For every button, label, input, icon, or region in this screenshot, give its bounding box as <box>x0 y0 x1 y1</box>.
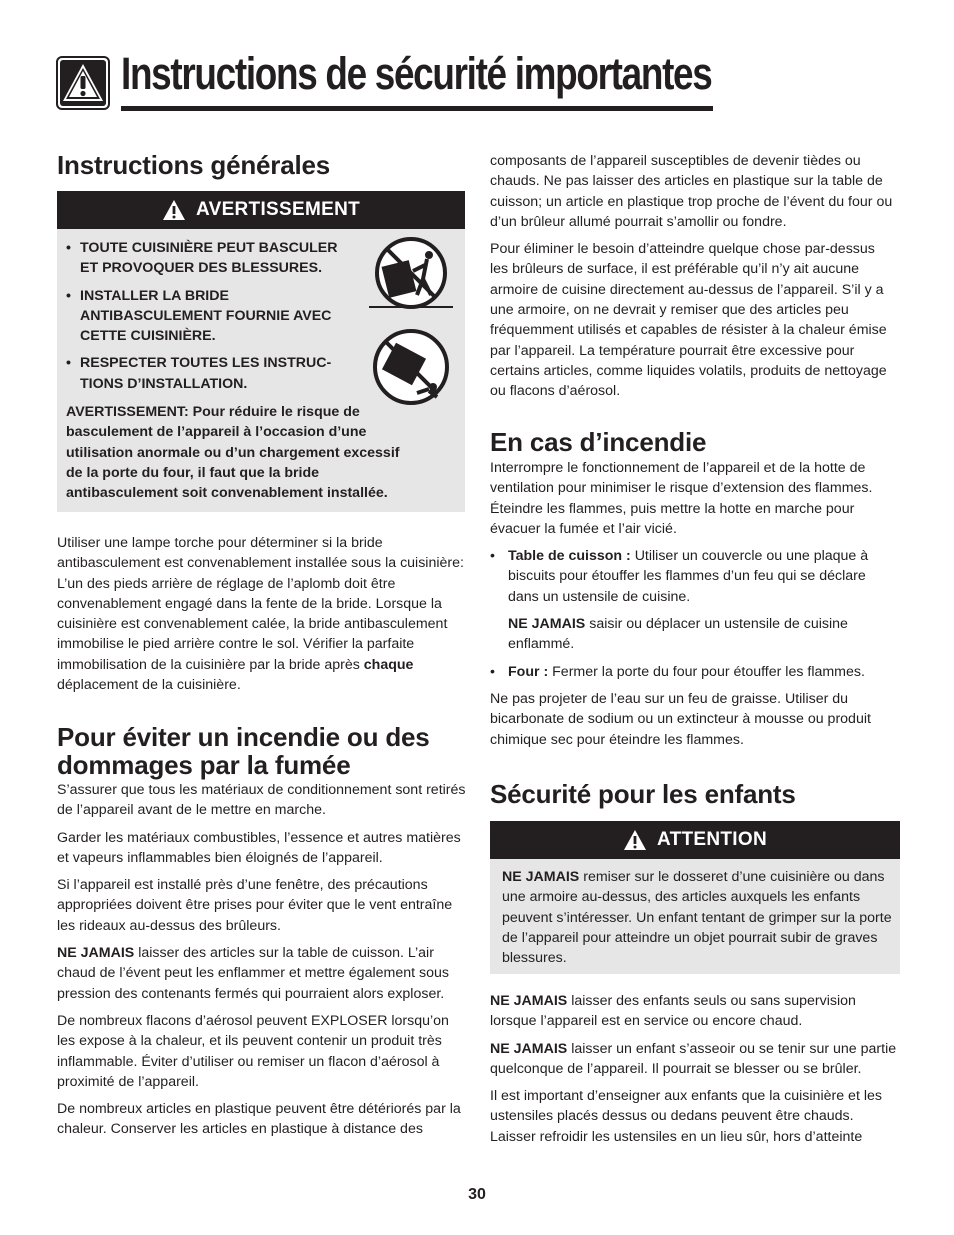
list-note-text: saisir ou déplacer un ustensile de cuisine enflammé. <box>508 616 848 653</box>
paragraph: De nombreux articles en plastique peuvent être détériorés par la chaleur. Conserver les articles en plastique à distance des <box>57 1101 461 1138</box>
bold-lead: Table de cuisson : <box>508 548 631 565</box>
heading-line: Pour éviter un incendie ou des <box>57 722 430 752</box>
range-falling-no-icon <box>367 327 455 409</box>
warning-bar <box>57 191 465 229</box>
paragraph-text: laisser des enfants seuls ou sans supervision lorsque l’appareil est en service ou encore chaud. <box>490 993 856 1030</box>
warning-triangle-icon <box>56 56 110 110</box>
paragraph-text: laisser des articles sur la table de cuisson. L’air chaud de l’évent peut les enflammer et mettre également sous pression des contenants fermés qui pourraient alors exploser. <box>57 945 449 1002</box>
bold-lead: NE JAMAIS <box>490 1040 568 1057</box>
list-item <box>490 662 896 682</box>
attention-bar <box>490 821 900 859</box>
list-item-text: Utiliser un couvercle ou une plaque à biscuits pour étouffer les flammes d’un feu qui se déclare dans un ustensile de cuisine. <box>508 548 869 605</box>
paragraph <box>490 991 900 1032</box>
paragraph: De nombreux flacons d’aérosol peuvent EXPLOSER lorsqu’on les expose à la chaleur, et ils peuvent contenir un produit très inflammable. Éviter d’utiliser ou remiser un flacon d’aérosol à proximité de l’appareil. <box>57 1012 449 1090</box>
list-item <box>490 546 896 607</box>
page-title: Instructions de sécurité importantes <box>121 48 712 99</box>
bold-lead: NE JAMAIS <box>502 869 580 885</box>
bracket-bold: chaque <box>363 656 414 673</box>
bracket-text: Utiliser une lampe torche pour déterminer si la bride antibasculement est convenablement installée sous la cuisinière: L’un des pieds arrière de réglage de l’aplomb doit être convenablement engagé dans la fente de la bride. Lorsque la cuisinière est convenablement calée, la bride antibasculement immobilise le pied arrière contre le sol. Vérifier la parfaite immobilisation de la cuisinière par la bride après <box>57 535 464 673</box>
paragraph <box>490 1039 900 1080</box>
paragraph: Garder les matériaux combustibles, l’essence et autres matières et vapeurs inflammables bien éloignés de l’appareil. <box>57 829 461 866</box>
child-safety-body <box>490 991 900 1147</box>
paragraph: Interrompre le fonctionnement de l’appareil et de la hotte de ventilation pour minimiser le risque d’extension des flammes. Éteindre les flammes, puis mettre la hotte en marche pour évacuer la fumée et l’air vicié. <box>490 460 873 537</box>
warning-icon <box>162 199 186 221</box>
attention-body: remiser sur le dosseret d’une cuisinière ou dans une armoire au-dessus, des articles auxquels les enfants peuvent s’intéresser. Un enfant tentant de grimper sur la porte de l’appareil pour atteindre un objet pourrait subir de graves blessures. <box>502 869 892 967</box>
range-tipping-no-icon <box>367 235 455 311</box>
bold-lead: NE JAMAIS <box>57 945 135 962</box>
bold-lead: NE JAMAIS <box>508 616 586 633</box>
attention-box <box>490 821 900 974</box>
paragraph: Si l’appareil est installé près d’une fenêtre, des précautions appropriées doivent être prises pour éviter que le vent entraîne les rideaux au-dessus des brûleurs. <box>57 877 453 934</box>
heading-fire: En cas d’incendie <box>490 427 707 457</box>
bracket-paragraph <box>57 533 465 695</box>
heading-child-safety: Sécurité pour les enfants <box>490 779 796 809</box>
paragraph: Il est important d’enseigner aux enfants que la cuisinière et les ustensiles placés dessus ou dedans peuvent être chauds. Laisser refroidir les ustensiles en un lieu sûr, hors d’atteinte <box>490 1088 882 1145</box>
warning-bullet: • RESPECTER TOUTES LES INSTRUC- TIONS D’INSTALLATION. <box>66 353 342 394</box>
warning-bullet: • INSTALLER LA BRIDE ANTIBASCULEMENT FOURNIE AVEC CETTE CUISINIÈRE. <box>66 286 356 347</box>
paragraph <box>57 943 467 1004</box>
title-rule <box>121 106 713 111</box>
heading-general-instructions: Instructions générales <box>57 150 331 180</box>
paragraph: S’assurer que tous les matériaux de conditionnement sont retirés de l’appareil avant de le mettre en marche. <box>57 782 466 819</box>
warning-label: AVERTISSEMENT <box>195 199 360 220</box>
bracket-text-end: déplacement de la cuisinière. <box>57 677 241 694</box>
warning-icon <box>623 829 647 851</box>
warning-box <box>57 191 465 512</box>
warning-paragraph: AVERTISSEMENT: Pour réduire le risque de basculement de l’appareil à l’occasion d’une utilisation anormale ou d’un chargement excessif de la porte du four, il faut que la bride antibasculement soit convenablement installée. <box>66 404 400 502</box>
paragraph: Pour éliminer le besoin d’atteindre quelque chose par-dessus les brûleurs de surface, il est préférable qu’il n’y ait aucune armoire de cuisine directement au-dessus de l’appareil. S’il y a une armoire, on ne devrait y remiser que des articles peu fréquemment utilisés et capables de résister à la chaleur émise par l’appareil. La température pourrait être excessive pour certains articles, comme liquides volatils, produits de nettoyage ou flacons d’aérosol. <box>490 241 887 400</box>
heading-fire-smoke <box>57 723 477 779</box>
attention-text <box>502 867 892 968</box>
bold-lead: NE JAMAIS <box>490 993 568 1009</box>
paragraph: Ne pas projeter de l’eau sur un feu de graisse. Utiliser du bicarbonate de sodium ou un extincteur à mousse ou produit chimique sec pour éteindre les flammes. <box>490 690 871 748</box>
bold-lead: Four : <box>508 663 549 680</box>
heading-line: dommages par la fumée <box>57 750 351 780</box>
list-note <box>490 614 896 655</box>
attention-label: ATTENTION <box>656 829 767 850</box>
fire-response-body <box>490 458 896 750</box>
paragraph: composants de l’appareil susceptibles de devenir tièdes ou chauds. Ne pas laisser des articles en plastique sur la table de cuisson; un article en plastique trop proche de l’évent du four ou d’un brûleur allumé pourrait s’amollir ou fondre. <box>490 153 893 230</box>
warning-bullet: • TOUTE CUISINIÈRE PEUT BASCULER ET PROVOQUER DES BLESSURES. <box>66 238 356 279</box>
paragraph-text: laisser un enfant s’asseoir ou se tenir sur une partie quelconque de l’appareil. Il pourrait se blesser ou se brûler. <box>490 1040 897 1077</box>
page-number: 30 <box>468 1186 486 1203</box>
fire-section-body <box>57 780 467 1140</box>
right-continuation <box>490 151 896 402</box>
list-item-text: Fermer la porte du four pour étouffer les flammes. <box>552 663 865 680</box>
